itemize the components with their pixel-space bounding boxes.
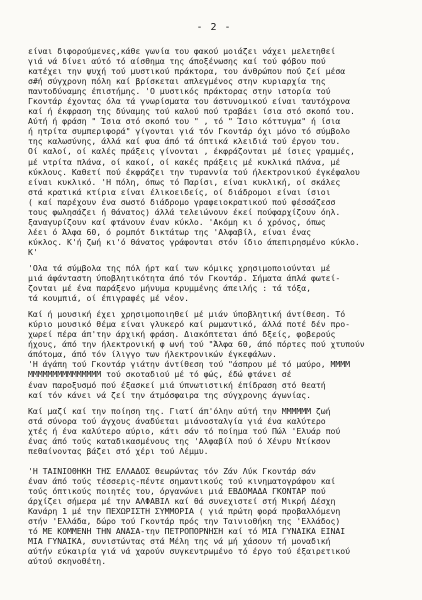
paragraph-5: 'Η ΤΑΙΝΙΟΘΗΚΗ ΤΗΣ ΕΛΛΑΔΟΣ θεωρώντας τόν Ζάν Λύκ Γκοντάρ σάν έναν άπό τούς τέσσερις-πέντε σημαντικούς τού κινηματογράφου καί τούς όπτικούς ποιητές του, όργανώνει μιά ΕΒΔΟΜΑΔΑ ΓΚΟΝΤΑΡ πού άρχίζει σήμερα μέ την ΑΛΦΑΒΙΛ καί θά συνεχιστεί στή Μικρή Δέσχη Κανάρη 1 μέ την ΠΕΧΩΡΙΣΤΗ ΣΥΜΜΟΡΙΑ ( γιά πρώτη φορά προβαλλόμενη στήν 'Ελλάδα, δώρο τού Γκοντάρ πρός την Ταινιοθήκη της 'Ελλάδος) τό ΜΕ ΚΟΜΜΕΝΗ ΤΗΝ ΑΝΑΣΑ-την ΠΕΤΡΟΠΟΡΝΗΣΗ καί τό ΜΙΑ ΓΥΝΑΙΚΑ ΕΙΝΑΙ ΜΙΑ ΓΥΝΑΙΚΑ, συνιστώντας στά Μέλη της νά μή χάσουν τή μοναδική αύτήν εύκαιρία γιά νά χαρούν συγκεντρωμένο τό έργο τού έξαιρετικού αύτού σκηνοθέτη. [28, 465, 351, 567]
page-number: - 2 - [196, 22, 232, 33]
paragraph-2: 'Ολα τά σύμβολα της πόλ ήρτ καί των κόμικς χρησιμοποιούνται μέ μιά άφάνταστη ύποβλητικότητα άπό τόν Γκοντάρ. Σήματα άπλά φωτεί- ζονται μέ ένα παράξενο μήνυμα κρυμμένης άπειλής : τά τόξα, τά κουμπιά, οί έπιγραφές μέ νέον. [28, 262, 341, 304]
paragraph-3: Καί ή μουσική έχει χρησιμοποιηθεί μέ μιάν ύποβλητική άντίθεση. Τό κύριο μουσικό θέμα είναι γλυκερό καί ρωμαντικό, άλλά ποτέ δέν προ- χωρεί πέρα άπ'την άρχική φράση. Διακόπτεται άπό δξείς, φοβερούς ήχους, άπό την ήλεκτρονική φ ωνή τού "Άλφα 60, άπό πόρτες πού χτυπούν άπότομα, άπό τόν ίλιγγο των ήλεκτρονικών έγκεφάλων. 'Η άγάπη τού Γκοντάρ γιάτην άντίθεση τού "άσπρου μέ τό μαύρο, ΜΜΜΜ ΜΜΜΜΜΜΜΜΜΜΜΜΜΜΜ τού σκοταδιού μέ τό φώς, έδώ φτάνει σέ έναν παροξυσμό πού έξασκεί μιά ύπνωτιστική έπίδραση στό θεατή καί τόν κάνει νά ζεί την άτμόσφαιρα της σύγχρονης άγωνίας. [28, 309, 365, 400]
paragraph-1: είναι διφορούμενες,κάθε γωνία του φακού μοιάζει νάχει μελετηθεί γιά νά δίνει αύτό τό αίσθημα της άποξένωσης καί τού φόβου πού κατέχει την ψυχή τού μυστικού πράκτορα, του άνθρώπου πού ζεί μέσα σ#ή σύγχρονη πόλη καί βρίσκεται απλεγμένος στην κυριαρχία της παντοδύναμης έπιστήμης. 'Ο μυστικός πράκτορας στην ιστορία τού Γκοντάρ έχοντας όλα τά γνωρίσματα του άστυνομικού είναι ταυτόχρονα καί ή έκφραση της δύναμης τού καλού πού τραβάει ίσια στό σκοπό του. Αύτή ή φράση " Ίσια στό σκοπό του " , τό " Ίσιο κόττυγμα" ή ίσια ή ητρίτα συμπεριφορά" γίγονται γιά τόν Γκοντάρ όχι μόνο τό σύμβολο της καλωσύνης, άλλά καί φυα άπό τά όπτικά κλειδιά τού έργου του. Οί καλοί, οί καλές πράξεις γίνονται , έκφράζονται μέ ίσιες γραμμές, μέ ντρίτα πλάνα, οί κακοί, οί κακές πράξεις μέ κυκλικά πλάνα, μέ κύκλους. Καθετί πού έκφράζει την τυραννία τού ήλεκτρονικού έγκέφαλου είναι κυκλικό. 'Η πόλη, όπως τό Παρίσι, είναι κυκλική, οί σκάλες στά κρατικά κτίρια είναι έλικοειδείς, οί διάδρομοι είναι ίσιοι ( καί παρέχουν ένα σωστό διάδρομο γραφειοκρατικού πού φέσσάζεσσ τους φωλησάζει ή θάνατος) άλλά τελειώνουν έκεί πούφαρχίζουν όηλ. ξαναγυρίζουν καί φτάνουν έναν κύκλο. 'Ακόμη κι ό χρόνος, όπως λέει ό Άλφα 60, ό ρομπότ δικτάτωρ της 'Αλφαβίλ, είναι ένας κύκλος. Κ'ή ζωή κι'ό θάνατος γράφονται στόν ίδιο άπεπιρησμένο κύκλο. Κ' [28, 46, 360, 257]
paragraph-4: Καί μαζί καί την ποίηση της. Γιατί άπ'όλην αύτή την ΜΜΜΜΜΜ ζωή στά σύνορα τού άγχους άναδύεται μιάνοσταλγία γιά ένα καλύτερο χτές ή ένα καλύτερο αύριο, κάτι σάν τό ποίημα τού Πώλ 'Ελυάρ πού ένας άπό τούς καταδικασμένους της 'Αλφαβίλ πού ό Χένρυ Ντίκσον πεθαίνοντας βάζει στό χέρι τού Λέμμυ. [28, 405, 341, 456]
paragraph-gap [28, 456, 400, 466]
